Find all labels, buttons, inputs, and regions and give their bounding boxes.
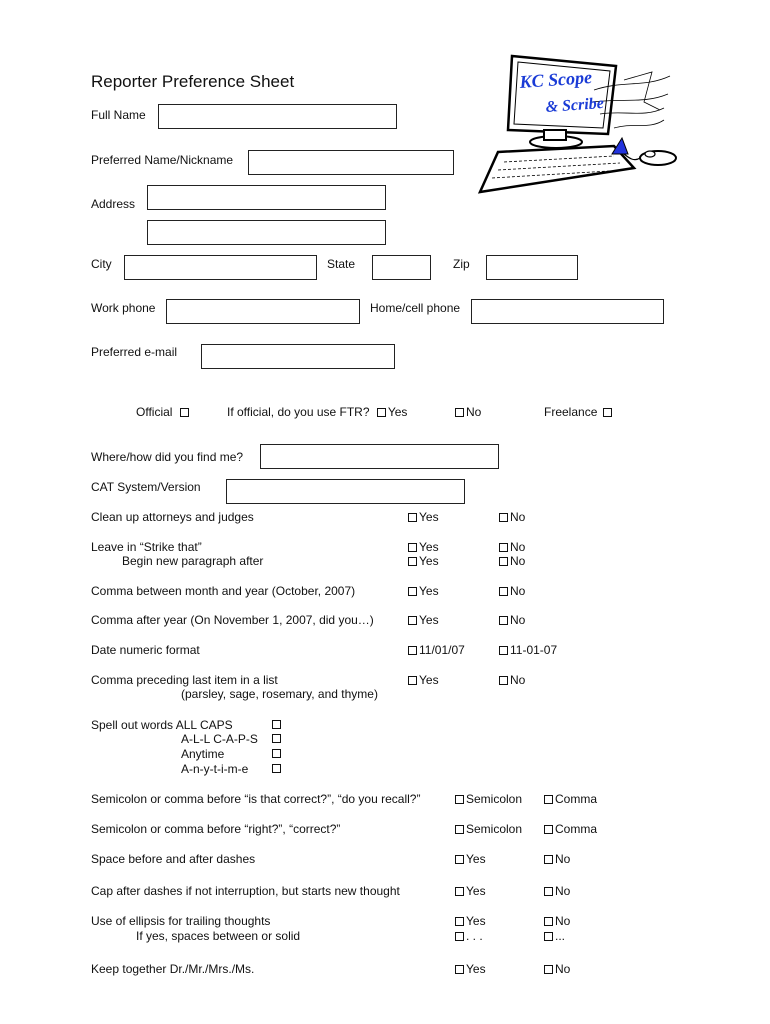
strike-no-option[interactable] — [499, 540, 525, 554]
semicolon-right-comma-option[interactable] — [544, 822, 597, 836]
keep-together-no-option[interactable] — [544, 962, 570, 976]
keep-together-yes-option[interactable] — [455, 962, 486, 976]
semicolon-correct-comma-option[interactable] — [544, 792, 597, 806]
dashes-space-yes-checkbox[interactable] — [455, 855, 464, 864]
address-line1-field[interactable] — [147, 185, 386, 210]
ftr-no-option[interactable] — [455, 405, 481, 419]
strike-question: Leave in “Strike that” — [91, 540, 202, 554]
comma-month-no-label: No — [510, 584, 526, 598]
full-name-label: Full Name — [91, 108, 146, 122]
official-checkbox[interactable] — [180, 408, 189, 417]
caps-spelled-label: A-L-L C-A-P-S — [181, 732, 258, 746]
strike-yes-option[interactable] — [408, 540, 439, 554]
serial-comma-example: (parsley, sage, rosemary, and thyme) — [181, 687, 378, 701]
find-me-label: Where/how did you find me? — [91, 450, 244, 464]
strike-paragraph-no-label: No — [510, 554, 526, 568]
cap-after-dash-no-option[interactable] — [544, 884, 570, 898]
cap-after-dash-no-label: No — [555, 884, 571, 898]
dashes-space-no-label: No — [555, 852, 571, 866]
ftr-yes-label: Yes — [387, 405, 408, 419]
comma-month-no-option[interactable] — [499, 584, 525, 598]
official-option[interactable] — [136, 405, 191, 419]
cleanup-yes-option[interactable] — [408, 510, 439, 524]
dashes-space-question: Space before and after dashes — [91, 852, 256, 866]
semicolon-right-comma-checkbox[interactable] — [544, 825, 553, 834]
caps-anytime-spelled-label: A-n-y-t-i-m-e — [181, 762, 249, 776]
official-label: Official — [136, 405, 173, 419]
date-format-slash-option[interactable] — [408, 643, 465, 657]
keep-together-no-label: No — [555, 962, 571, 976]
strike-paragraph-no-option[interactable] — [499, 554, 525, 568]
strike-paragraph-yes-checkbox[interactable] — [408, 557, 417, 566]
strike-paragraph-yes-option[interactable] — [408, 554, 439, 568]
caps-spelled-checkbox[interactable] — [272, 734, 281, 743]
ellipsis-no-label: No — [555, 914, 571, 928]
computer-logo-icon — [474, 50, 684, 198]
date-format-dash-checkbox[interactable] — [499, 646, 508, 655]
cap-after-dash-yes-option[interactable] — [455, 884, 486, 898]
email-field[interactable] — [201, 344, 395, 369]
semicolon-right-semicolon-label: Semicolon — [466, 822, 523, 836]
email-label: Preferred e-mail — [91, 345, 178, 359]
kc-scope-scribe-logo — [474, 50, 684, 198]
strike-paragraph-question: Begin new paragraph after — [122, 554, 264, 568]
cleanup-yes-checkbox[interactable] — [408, 513, 417, 522]
page-title: Reporter Preference Sheet — [91, 72, 295, 91]
ellipsis-solid-label: ... — [555, 929, 566, 943]
dashes-space-yes-option[interactable] — [455, 852, 486, 866]
freelance-checkbox[interactable] — [603, 408, 612, 417]
cleanup-no-option[interactable] — [499, 510, 525, 524]
find-me-field[interactable] — [260, 444, 499, 469]
date-format-slash-label: 11/01/07 — [419, 643, 465, 657]
semicolon-right-question: Semicolon or comma before “right?”, “correct?” — [91, 822, 341, 836]
strike-paragraph-no-checkbox[interactable] — [499, 557, 508, 566]
cleanup-no-label: No — [510, 510, 526, 524]
comma-after-year-no-option[interactable] — [499, 613, 525, 627]
comma-month-yes-label: Yes — [419, 584, 439, 598]
strike-no-checkbox[interactable] — [499, 543, 508, 552]
ftr-no-label: No — [466, 405, 482, 419]
date-format-dash-option[interactable] — [499, 643, 557, 657]
semicolon-correct-comma-checkbox[interactable] — [544, 795, 553, 804]
city-field[interactable] — [124, 255, 317, 280]
freelance-option[interactable] — [544, 405, 614, 419]
comma-after-year-yes-option[interactable] — [408, 613, 439, 627]
caps-all-caps-checkbox[interactable] — [272, 720, 281, 729]
keep-together-yes-label: Yes — [466, 962, 486, 976]
work-phone-field[interactable] — [166, 299, 360, 324]
zip-label: Zip — [453, 257, 470, 271]
address-label: Address — [91, 197, 136, 211]
serial-comma-no-option[interactable] — [499, 673, 525, 687]
dashes-space-no-checkbox[interactable] — [544, 855, 553, 864]
ellipsis-solid-checkbox[interactable] — [544, 932, 553, 941]
semicolon-correct-comma-label: Comma — [555, 792, 598, 806]
serial-comma-yes-option[interactable] — [408, 673, 439, 687]
keep-together-question: Keep together Dr./Mr./Mrs./Ms. — [91, 962, 255, 976]
ellipsis-yes-checkbox[interactable] — [455, 917, 464, 926]
semicolon-correct-question: Semicolon or comma before “is that correct?”, “do you recall?” — [91, 792, 421, 806]
address-line2-field[interactable] — [147, 220, 386, 245]
ellipsis-spacing-question: If yes, spaces between or solid — [136, 929, 301, 943]
cat-field[interactable] — [226, 479, 465, 504]
serial-comma-no-checkbox[interactable] — [499, 676, 508, 685]
comma-after-year-no-checkbox[interactable] — [499, 616, 508, 625]
ellipsis-no-checkbox[interactable] — [544, 917, 553, 926]
ftr-question-label: If official, do you use FTR? — [227, 405, 370, 419]
city-label: City — [91, 257, 112, 271]
dashes-space-yes-label: Yes — [466, 852, 486, 866]
ellipsis-solid-option[interactable] — [544, 929, 565, 943]
cleanup-no-checkbox[interactable] — [499, 513, 508, 522]
logo-line1: KC Scope — [518, 66, 593, 92]
ellipsis-yes-option[interactable] — [455, 914, 486, 928]
comma-month-question: Comma between month and year (October, 2007) — [91, 584, 356, 598]
ellipsis-question: Use of ellipsis for trailing thoughts — [91, 914, 271, 928]
comma-month-yes-option[interactable] — [408, 584, 439, 598]
comma-after-year-yes-checkbox[interactable] — [408, 616, 417, 625]
dashes-space-no-option[interactable] — [544, 852, 570, 866]
comma-after-year-no-label: No — [510, 613, 526, 627]
serial-comma-no-label: No — [510, 673, 526, 687]
comma-after-year-question: Comma after year (On November 1, 2007, did you…) — [91, 613, 374, 627]
cap-after-dash-no-checkbox[interactable] — [544, 887, 553, 896]
home-cell-field[interactable] — [471, 299, 664, 324]
nickname-field[interactable] — [248, 150, 454, 175]
state-field[interactable] — [372, 255, 431, 280]
strike-yes-checkbox[interactable] — [408, 543, 417, 552]
keep-together-no-checkbox[interactable] — [544, 965, 553, 974]
cleanup-question: Clean up attorneys and judges — [91, 510, 254, 524]
semicolon-right-comma-label: Comma — [555, 822, 598, 836]
zip-field[interactable] — [486, 255, 578, 280]
comma-month-no-checkbox[interactable] — [499, 587, 508, 596]
caps-anytime-checkbox[interactable] — [272, 749, 281, 758]
cleanup-yes-label: Yes — [419, 510, 439, 524]
strike-yes-label: Yes — [419, 540, 439, 554]
cap-after-dash-question: Cap after dashes if not interruption, but starts new thought — [91, 884, 400, 898]
work-phone-label: Work phone — [91, 301, 156, 315]
caps-anytime-label: Anytime — [181, 747, 225, 761]
semicolon-right-semicolon-option[interactable] — [455, 822, 522, 836]
home-cell-label: Home/cell phone — [370, 301, 461, 315]
caps-anytime-spelled-checkbox[interactable] — [272, 764, 281, 773]
freelance-label: Freelance — [544, 405, 598, 419]
date-format-slash-checkbox[interactable] — [408, 646, 417, 655]
cap-after-dash-yes-label: Yes — [466, 884, 486, 898]
semicolon-correct-semicolon-label: Semicolon — [466, 792, 523, 806]
cap-after-dash-yes-checkbox[interactable] — [455, 887, 464, 896]
caps-question: Spell out words ALL CAPS — [91, 718, 233, 732]
ftr-yes-checkbox[interactable] — [377, 408, 386, 417]
nickname-label: Preferred Name/Nickname — [91, 153, 234, 167]
semicolon-correct-semicolon-checkbox[interactable] — [455, 795, 464, 804]
logo-line2: & Scribe — [545, 94, 605, 116]
cat-label: CAT System/Version — [91, 480, 201, 494]
comma-month-yes-checkbox[interactable] — [408, 587, 417, 596]
full-name-field[interactable] — [158, 104, 397, 129]
date-format-dash-label: 11-01-07 — [510, 643, 558, 657]
ellipsis-spaced-checkbox[interactable] — [455, 932, 464, 941]
strike-no-label: No — [510, 540, 526, 554]
ellipsis-spaced-option[interactable] — [455, 929, 483, 943]
keep-together-yes-checkbox[interactable] — [455, 965, 464, 974]
semicolon-correct-semicolon-option[interactable] — [455, 792, 522, 806]
serial-comma-yes-label: Yes — [419, 673, 439, 687]
ellipsis-spaced-label: . . . — [466, 929, 483, 943]
date-format-question: Date numeric format — [91, 643, 200, 657]
state-label: State — [327, 257, 356, 271]
strike-paragraph-yes-label: Yes — [419, 554, 439, 568]
ellipsis-yes-label: Yes — [466, 914, 486, 928]
semicolon-right-semicolon-checkbox[interactable] — [455, 825, 464, 834]
ftr-option — [227, 405, 407, 419]
comma-after-year-yes-label: Yes — [419, 613, 439, 627]
serial-comma-yes-checkbox[interactable] — [408, 676, 417, 685]
ellipsis-no-option[interactable] — [544, 914, 570, 928]
serial-comma-question: Comma preceding last item in a list — [91, 673, 278, 687]
ftr-no-checkbox[interactable] — [455, 408, 464, 417]
